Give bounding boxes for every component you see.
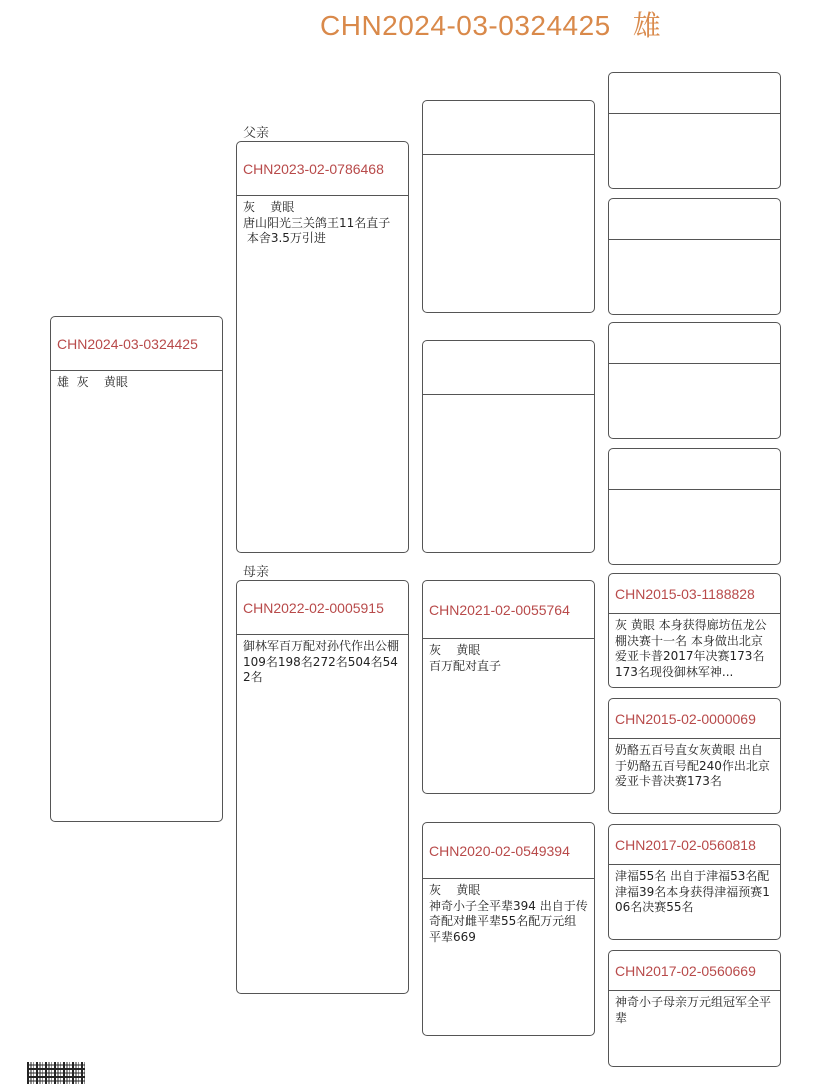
great-grandparent-ring xyxy=(609,323,780,364)
great-grandparent-card[interactable] xyxy=(608,448,781,565)
grandparent-ring xyxy=(423,341,594,395)
grandparent-card[interactable] xyxy=(422,100,595,313)
sire-ring: CHN2023-02-0786468 xyxy=(237,142,408,196)
grandparent-ring: CHN2021-02-0055764 xyxy=(423,581,594,639)
great-grandparent-card[interactable] xyxy=(608,322,781,439)
dam-card[interactable] xyxy=(236,580,409,994)
great-grandparent-ring: CHN2015-02-0000069 xyxy=(609,699,780,739)
great-grandparent-card[interactable] xyxy=(608,950,781,1067)
great-grandparent-card[interactable] xyxy=(608,698,781,814)
great-grandparent-notes xyxy=(609,114,780,122)
great-grandparent-card[interactable] xyxy=(608,824,781,940)
great-grandparent-notes xyxy=(609,364,780,372)
great-grandparent-notes xyxy=(609,490,780,498)
grandparent-ring xyxy=(423,101,594,155)
sire-caption: 父亲 xyxy=(243,126,270,141)
great-grandparent-notes: 灰 黄眼 本身获得廊坊伍龙公棚决赛十一名 本身做出北京爱亚卡普2017年决赛173名 173名现役御林军神... xyxy=(615,618,769,679)
grandparent-notes xyxy=(423,395,594,403)
grandparent-card[interactable] xyxy=(422,340,595,553)
grandparent-notes: 灰 黄眼 神奇小子全平辈394 出自于传奇配对雌平辈55名配万元组平辈669 xyxy=(429,883,588,944)
subject-ring: CHN2024-03-0324425 xyxy=(51,317,222,371)
grandparent-notes xyxy=(423,155,594,163)
grandparent-card[interactable] xyxy=(422,580,595,794)
sire-notes: 灰 黄眼 唐山阳光三关鸽王11名直子 本舍3.5万引进 xyxy=(243,200,391,245)
qr-code-icon xyxy=(27,1062,85,1084)
subject-notes: 雄 灰 黄眼 xyxy=(57,375,128,389)
pedigree-title xyxy=(320,4,661,44)
dam-caption: 母亲 xyxy=(243,565,270,580)
grandparent-card[interactable] xyxy=(422,822,595,1036)
sire-card[interactable] xyxy=(236,141,409,553)
title-sex: 雄 xyxy=(632,10,662,41)
great-grandparent-card[interactable] xyxy=(608,198,781,315)
great-grandparent-ring xyxy=(609,73,780,114)
grandparent-notes: 灰 黄眼 百万配对直子 xyxy=(429,643,502,673)
great-grandparent-ring xyxy=(609,199,780,240)
grandparent-ring: CHN2020-02-0549394 xyxy=(423,823,594,879)
great-grandparent-notes xyxy=(609,240,780,248)
great-grandparent-ring: CHN2017-02-0560818 xyxy=(609,825,780,865)
great-grandparent-ring xyxy=(609,449,780,490)
great-grandparent-notes: 津福55名 出自于津福53名配津福39名本身获得津福预赛106名决赛55名 xyxy=(615,869,770,914)
subject-card[interactable] xyxy=(50,316,223,822)
great-grandparent-card[interactable] xyxy=(608,72,781,189)
great-grandparent-ring: CHN2015-03-1188828 xyxy=(609,574,780,614)
title-ring-number: CHN2024-03-0324425 xyxy=(320,10,611,41)
great-grandparent-ring: CHN2017-02-0560669 xyxy=(609,951,780,991)
great-grandparent-notes: 神奇小子母亲万元组冠军全平辈 xyxy=(615,995,772,1025)
great-grandparent-card[interactable] xyxy=(608,573,781,688)
dam-notes: 御林军百万配对孙代作出公棚109名198名272名504名542名 xyxy=(243,639,400,684)
great-grandparent-notes: 奶酪五百号直女灰黄眼 出自于奶酪五百号配240作出北京爱亚卡普决赛173名 xyxy=(615,743,770,788)
dam-ring: CHN2022-02-0005915 xyxy=(237,581,408,635)
